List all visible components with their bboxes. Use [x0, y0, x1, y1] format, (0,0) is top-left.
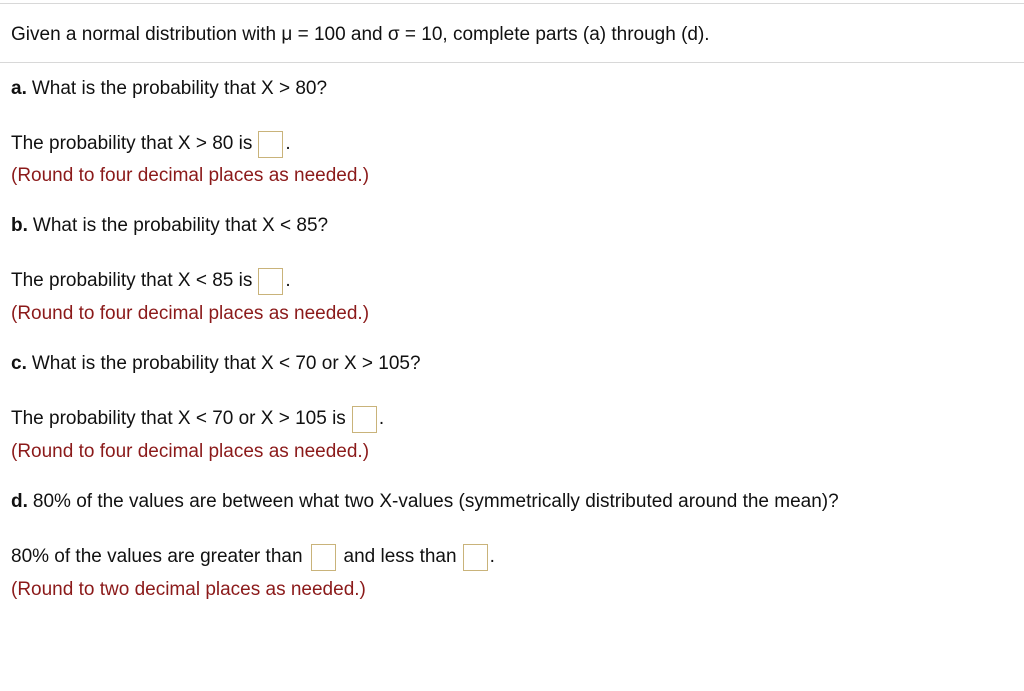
- answer-c-input[interactable]: [352, 406, 377, 433]
- answer-c-prefix: The probability that X < 70 or X > 105 is: [11, 408, 346, 429]
- hint-c: [11, 438, 369, 466]
- answer-a-line: [11, 130, 291, 158]
- answer-d-middle: and less than: [343, 546, 457, 567]
- answer-d-suffix: .: [489, 546, 495, 567]
- question-c-text: What is the probability that X < 70 or X > 105?: [31, 353, 421, 374]
- question-a: [11, 75, 327, 103]
- hint-a-text: (Round to four decimal places as needed.): [11, 165, 370, 186]
- top-divider: [0, 3, 1024, 4]
- answer-c-line: [11, 405, 384, 433]
- answer-d-line: [11, 543, 495, 571]
- answer-a-input[interactable]: [258, 131, 283, 158]
- answer-b-line: [11, 267, 291, 295]
- part-c-letter: c.: [11, 353, 27, 374]
- question-c: [11, 350, 421, 378]
- hint-d: [11, 576, 366, 604]
- answer-b-input[interactable]: [258, 268, 283, 295]
- problem-statement-text: Given a normal distribution with μ = 100 and σ = 10, complete parts (a) through (d).: [11, 24, 710, 45]
- problem-statement: [11, 21, 710, 49]
- header-divider: [0, 62, 1024, 63]
- question-b: [11, 212, 328, 240]
- answer-b-prefix: The probability that X < 85 is: [11, 270, 253, 291]
- hint-d-text: (Round to two decimal places as needed.): [11, 579, 366, 600]
- hint-b: [11, 300, 369, 328]
- hint-b-text: (Round to four decimal places as needed.): [11, 303, 370, 324]
- answer-b-suffix: .: [285, 270, 291, 291]
- answer-d-lower-input[interactable]: [311, 544, 336, 571]
- part-b-letter: b.: [11, 215, 28, 236]
- hint-a: [11, 162, 369, 190]
- answer-d-upper-input[interactable]: [463, 544, 488, 571]
- answer-a-prefix: The probability that X > 80 is: [11, 133, 253, 154]
- part-d-letter: d.: [11, 491, 28, 512]
- question-d-text: 80% of the values are between what two X-values (symmetrically distributed around the mean)?: [32, 491, 839, 512]
- question-b-text: What is the probability that X < 85?: [32, 215, 329, 236]
- hint-c-text: (Round to four decimal places as needed.): [11, 441, 370, 462]
- answer-c-suffix: .: [378, 408, 385, 429]
- answer-a-suffix: .: [285, 133, 291, 154]
- answer-d-prefix: 80% of the values are greater than: [11, 546, 303, 567]
- question-a-text: What is the probability that X > 80?: [31, 78, 328, 99]
- question-d: [11, 488, 839, 516]
- part-a-letter: a.: [11, 78, 27, 99]
